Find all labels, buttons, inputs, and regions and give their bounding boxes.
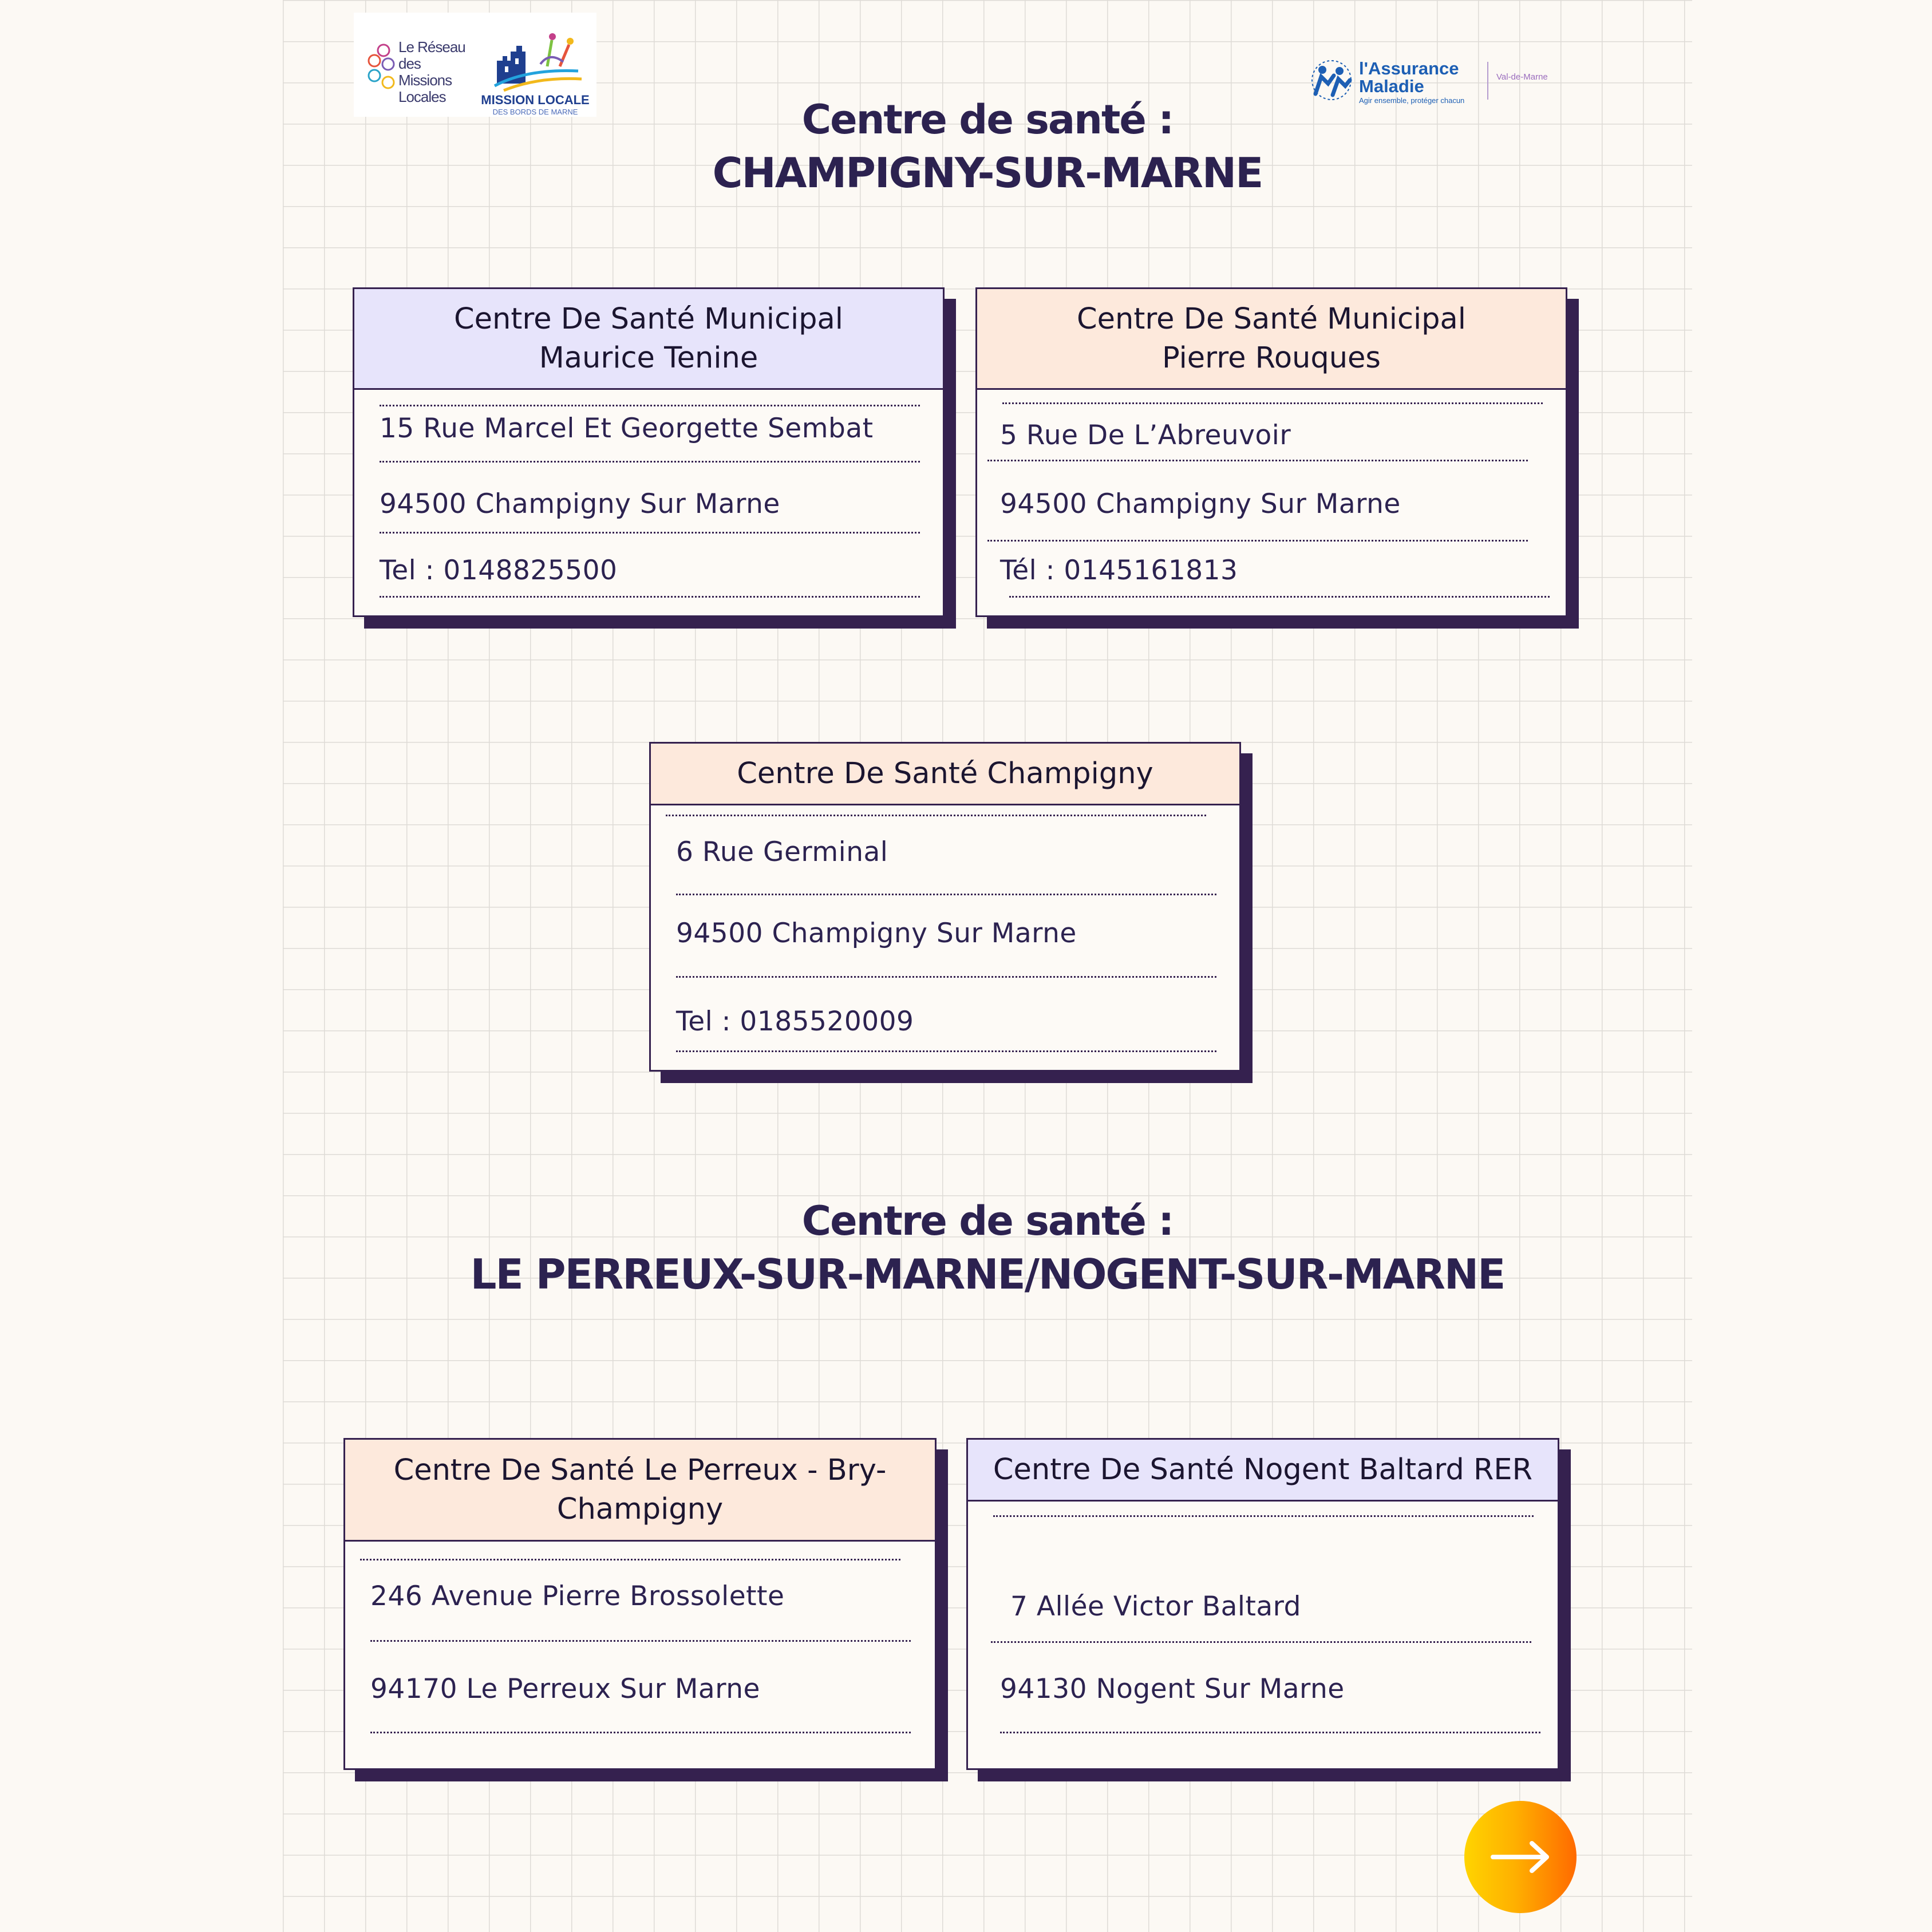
center-phone: Tel : 0185520009 <box>676 1006 914 1037</box>
center-city: 94500 Champigny Sur Marne <box>676 918 1077 949</box>
health-center-card <box>966 1438 1559 1770</box>
center-address: 7 Allée Victor Baltard <box>1010 1591 1302 1622</box>
next-page-button[interactable] <box>1464 1801 1577 1913</box>
assurance-maladie-tagline: Agir ensemble, protéger chacun <box>1359 96 1465 105</box>
dotted-separator <box>987 460 1528 461</box>
health-center-card <box>343 1438 937 1770</box>
center-address: 246 Avenue Pierre Brossolette <box>370 1581 785 1612</box>
center-phone: Tél : 0145161813 <box>1000 555 1238 586</box>
center-name: Centre De Santé Municipal Maurice Tenine <box>454 302 843 375</box>
dotted-separator <box>380 532 920 534</box>
center-city: 94130 Nogent Sur Marne <box>1000 1673 1345 1705</box>
dotted-separator <box>370 1732 911 1733</box>
card-body <box>343 1438 937 1770</box>
card-body <box>353 287 945 617</box>
center-address: 6 Rue Germinal <box>676 836 888 868</box>
section-title: Centre de santé : <box>801 96 1174 143</box>
section-title: Centre de santé : <box>801 1198 1174 1244</box>
assurance-maladie-name: l'Assurance Maladie <box>1359 58 1459 96</box>
dotted-separator <box>380 405 920 406</box>
mission-locale-subtitle: DES BORDS DE MARNE <box>492 108 578 116</box>
card-header <box>968 1440 1558 1502</box>
reseau-logo-text: Le Réseau des Missions Locales <box>398 38 465 105</box>
section-city: LE PERREUX-SUR-MARNE/NOGENT-SUR-MARNE <box>470 1250 1505 1298</box>
health-center-card <box>649 742 1241 1072</box>
center-city: 94170 Le Perreux Sur Marne <box>370 1673 760 1705</box>
castle-and-figures-icon <box>492 29 584 92</box>
dotted-separator <box>370 1640 911 1642</box>
center-name: Centre De Santé Champigny <box>737 756 1153 791</box>
health-center-card <box>353 287 945 617</box>
center-name: Centre De Santé Nogent Baltard RER <box>993 1452 1533 1487</box>
dotted-separator <box>360 1559 900 1560</box>
dotted-separator <box>1000 1732 1540 1733</box>
center-phone: Tel : 0148825500 <box>380 555 618 586</box>
dotted-separator <box>991 1641 1531 1643</box>
dotted-separator <box>987 540 1528 542</box>
dotted-separator <box>993 1515 1534 1517</box>
center-name: Centre De Santé Municipal Pierre Rouques <box>1077 302 1466 375</box>
card-header <box>651 744 1239 805</box>
card-body <box>966 1438 1559 1770</box>
section-heading-perreux-nogent <box>283 1195 1692 1302</box>
center-city: 94500 Champigny Sur Marne <box>1000 488 1401 520</box>
center-address: 15 Rue Marcel Et Georgette Sembat <box>380 413 874 444</box>
section-city: CHAMPIGNY-SUR-MARNE <box>712 149 1263 197</box>
card-header <box>345 1440 935 1542</box>
assurance-maladie-department: Val-de-Marne <box>1496 72 1548 82</box>
section-heading-champigny <box>283 94 1692 200</box>
dotted-separator <box>380 461 920 463</box>
dotted-separator <box>1009 596 1550 598</box>
center-city: 94500 Champigny Sur Marne <box>380 488 780 520</box>
dotted-separator <box>676 1050 1216 1052</box>
card-header <box>977 289 1566 390</box>
dotted-separator <box>1002 402 1543 404</box>
dotted-separator <box>676 976 1216 978</box>
card-body <box>649 742 1241 1072</box>
mission-locale-title: MISSION LOCALE <box>481 93 590 107</box>
card-body <box>975 287 1567 617</box>
health-center-card <box>975 287 1567 617</box>
dotted-separator <box>380 596 920 598</box>
center-address: 5 Rue De L’Abreuvoir <box>1000 420 1291 451</box>
center-name: Centre De Santé Le Perreux - Bry- Champigny <box>393 1453 887 1526</box>
dotted-separator <box>676 894 1216 895</box>
card-header <box>354 289 943 390</box>
dotted-separator <box>666 815 1206 816</box>
arrow-right-icon <box>1464 1801 1577 1913</box>
